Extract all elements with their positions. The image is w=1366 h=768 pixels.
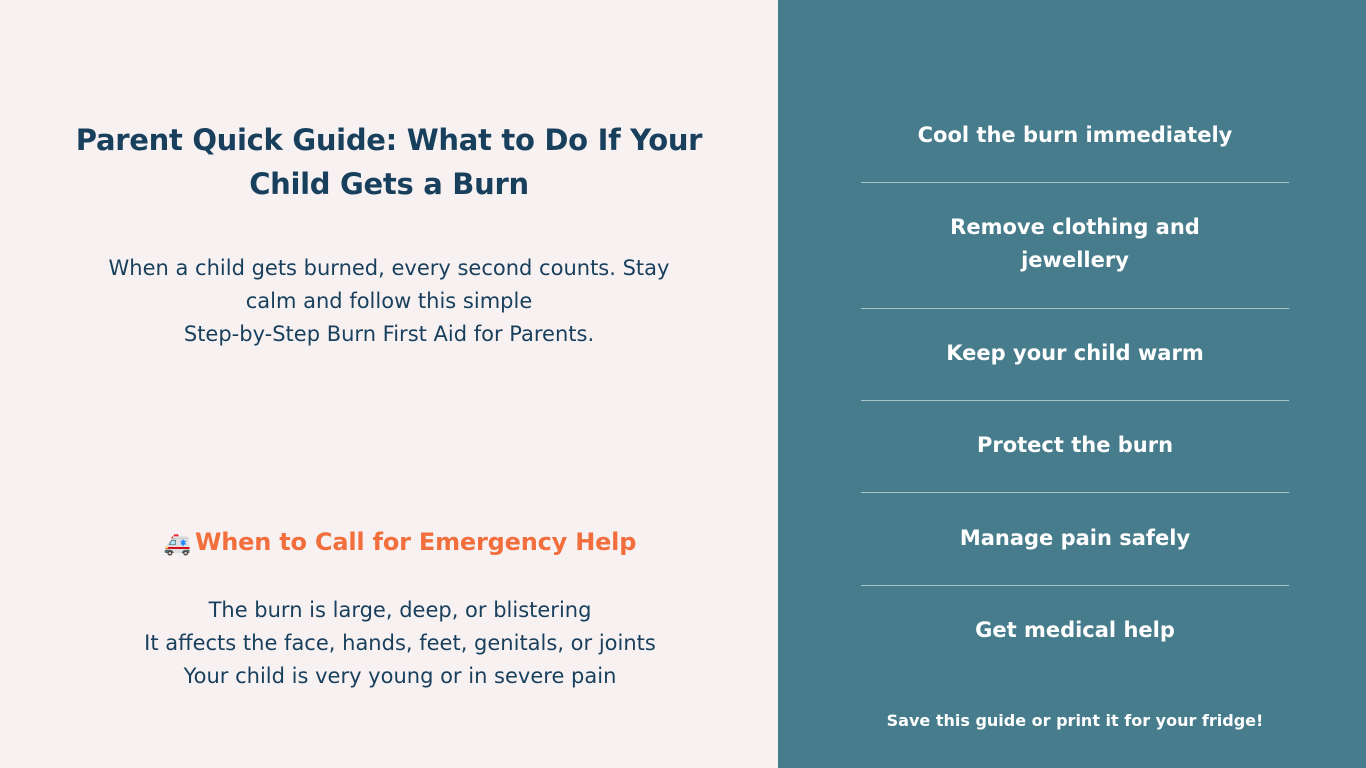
step-medical-help	[861, 614, 1289, 647]
step-divider	[861, 182, 1289, 183]
intro-line: Step-by-Step Burn First Aid for Parents.	[183, 322, 595, 346]
footer-note: Save this guide or print it for your fridge!	[886, 711, 1264, 730]
step-divider	[861, 308, 1289, 309]
step-label: Protect the burn	[976, 433, 1174, 457]
emergency-criteria-list	[0, 594, 800, 693]
step-label: Remove clothing and	[950, 215, 1200, 239]
intro-line: calm and follow this simple	[245, 289, 533, 313]
step-keep-warm	[861, 337, 1289, 370]
step-divider	[861, 400, 1289, 401]
step-label: Keep your child warm	[946, 341, 1204, 365]
ambulance-icon: 🚑	[163, 532, 191, 557]
step-remove-clothing	[861, 211, 1289, 277]
page-title: Parent Quick Guide: What to Do If Your Child Gets a Burn	[75, 123, 703, 201]
emergency-criterion: It affects the face, hands, feet, genitals, or joints	[144, 631, 656, 655]
intro-text	[50, 252, 728, 351]
emergency-heading-text: When to Call for Emergency Help	[195, 528, 637, 556]
emergency-criterion: Your child is very young or in severe pain	[183, 664, 617, 688]
emergency-heading	[0, 524, 800, 563]
step-label: Cool the burn immediately	[917, 123, 1233, 147]
emergency-criterion: The burn is large, deep, or blistering	[208, 598, 592, 622]
step-label: Get medical help	[975, 618, 1175, 642]
step-divider	[861, 585, 1289, 586]
step-manage-pain	[861, 522, 1289, 555]
intro-line: When a child gets burned, every second counts. Stay	[108, 256, 670, 280]
step-label: Manage pain safely	[959, 526, 1191, 550]
step-label: jewellery	[1021, 248, 1129, 272]
step-cool-burn	[861, 119, 1289, 152]
steps-panel	[778, 0, 1366, 768]
step-protect-burn	[861, 429, 1289, 462]
step-divider	[861, 492, 1289, 493]
